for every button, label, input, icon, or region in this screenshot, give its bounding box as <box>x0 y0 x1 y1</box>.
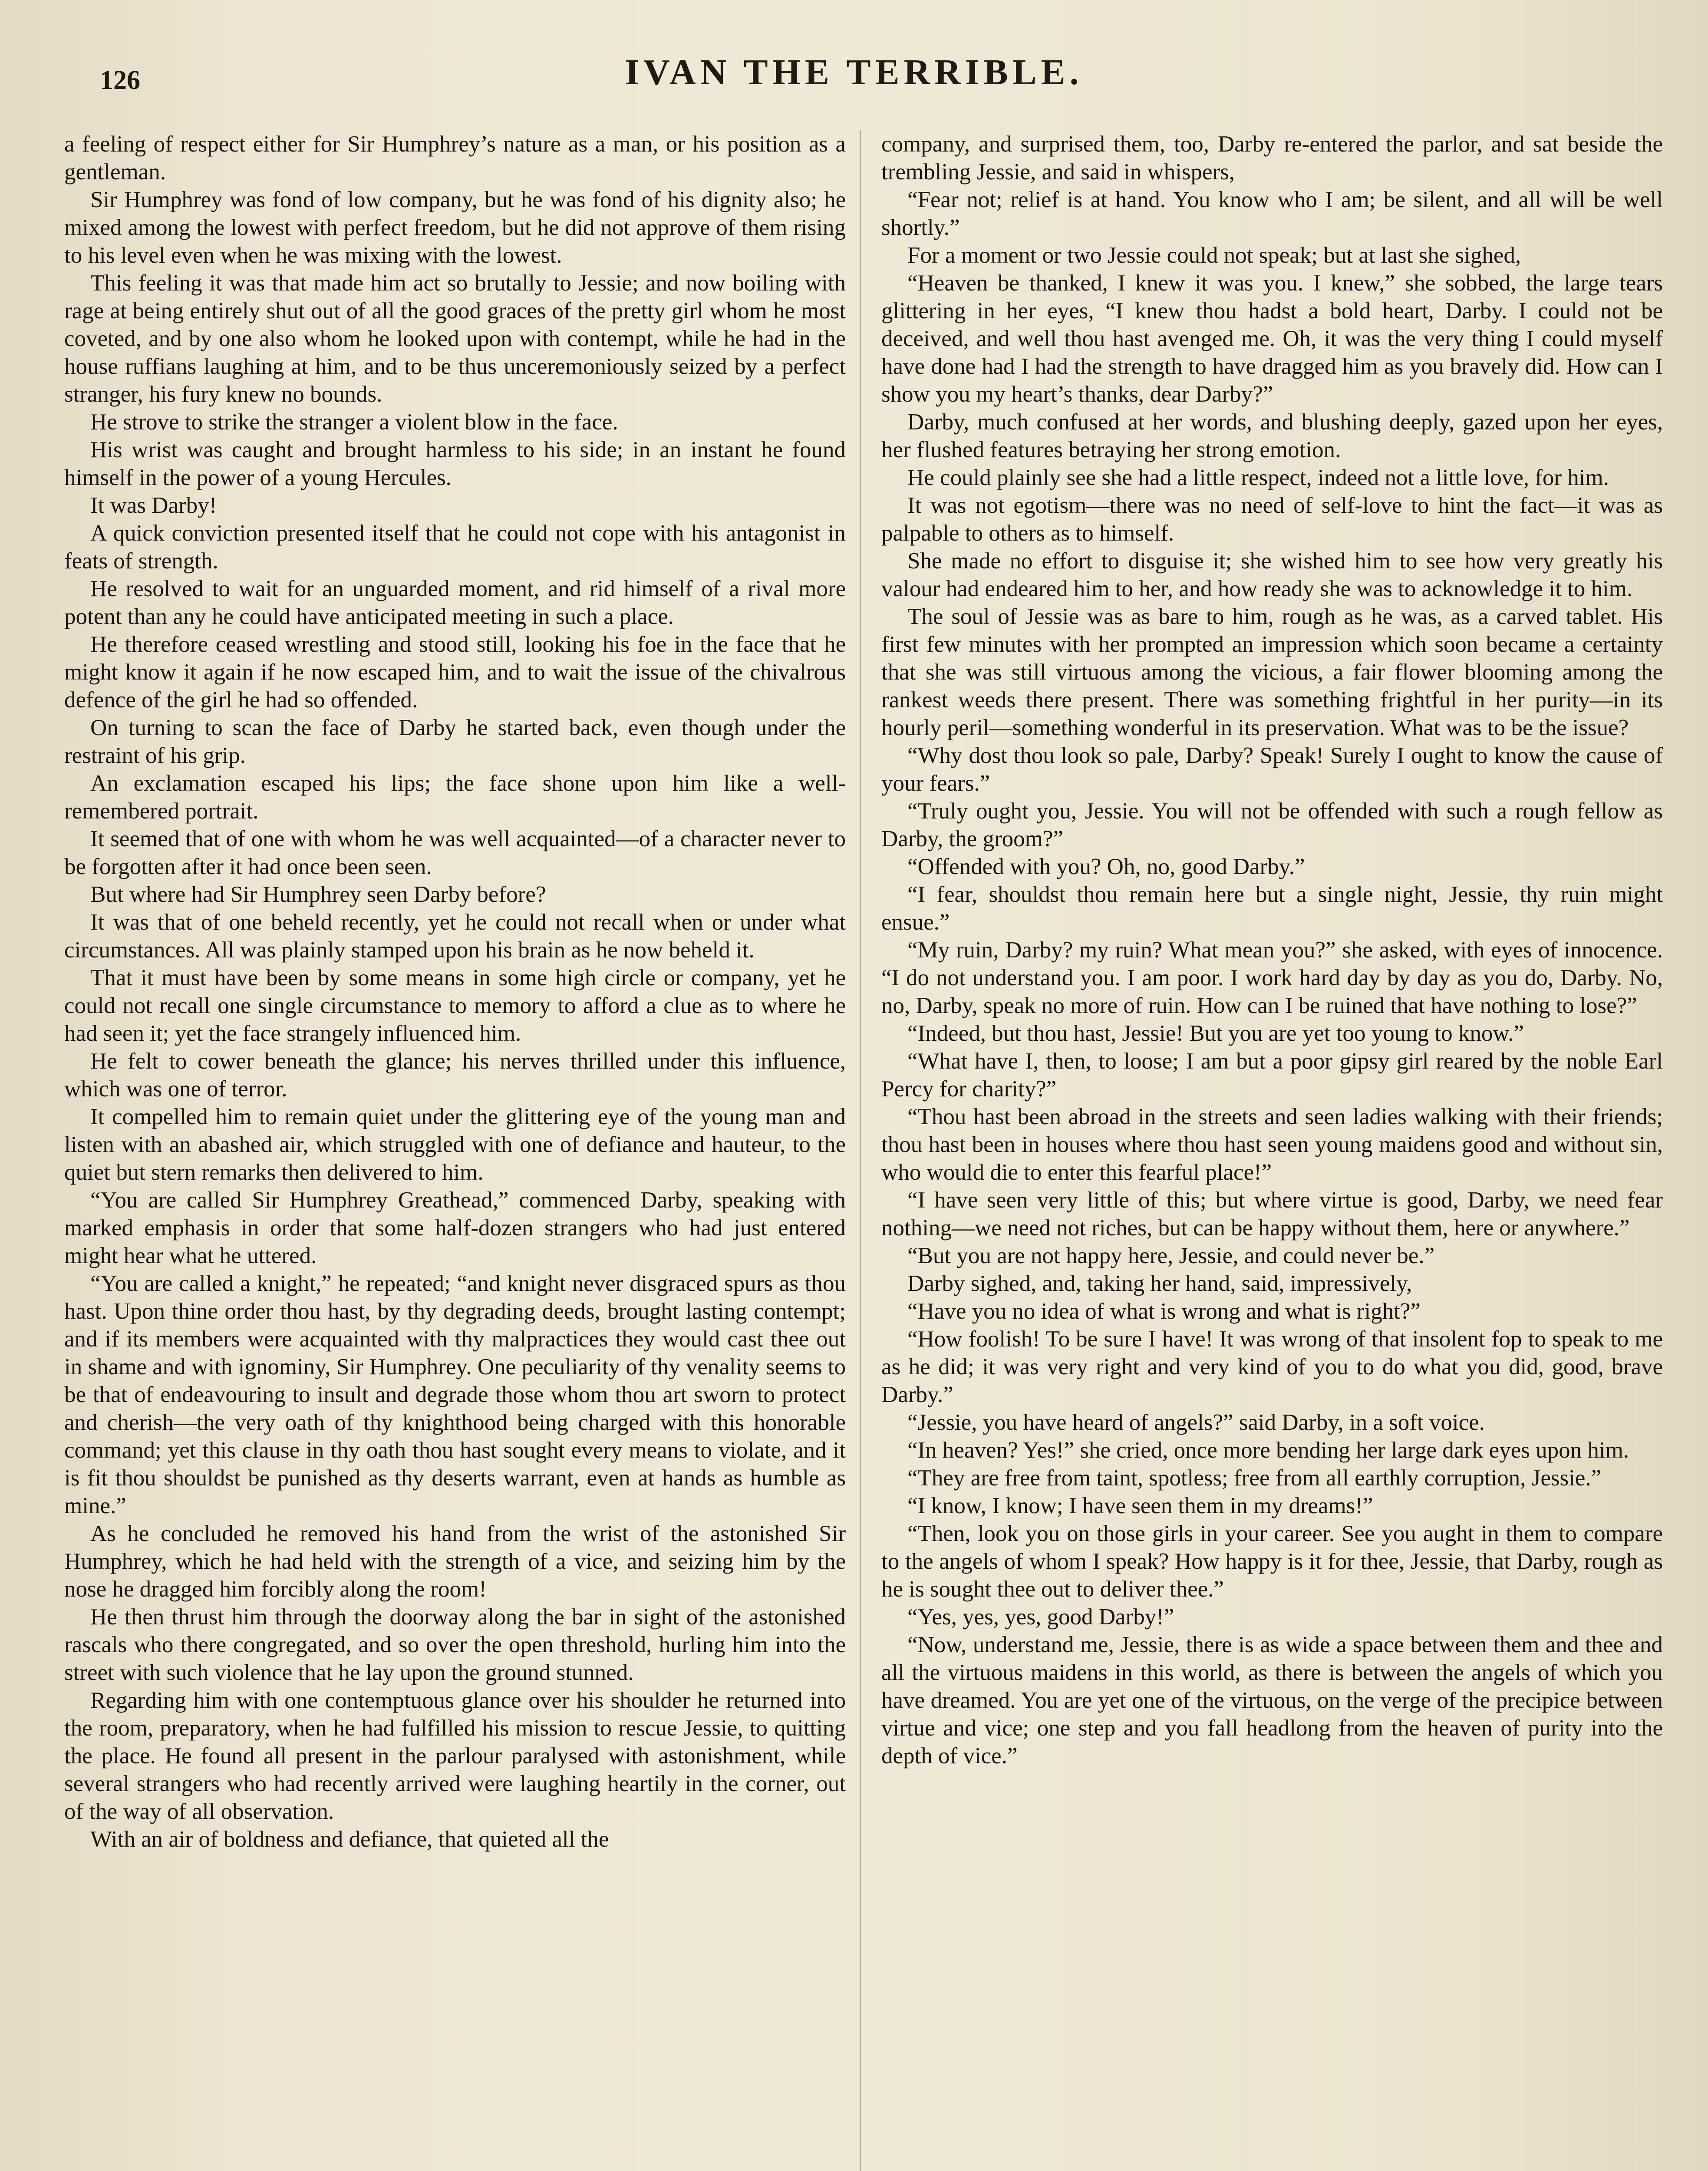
paragraph: “I have seen very little of this; but where virtue is good, Darby, we need fear nothing—we need not riches, but can be happy without them, here or anywhere.” <box>881 1188 1663 1241</box>
paragraph: Darby sighed, and, taking her hand, said, impressively, <box>907 1271 1412 1296</box>
paragraph: “I fear, shouldst thou remain here but a single night, Jessie, thy ruin might ensue.” <box>881 882 1663 935</box>
paragraph: It compelled him to remain quiet under the glittering eye of the young man and listen with an abashed air, which struggled with one of defiance and hauteur, to the quiet but stern remarks then delivered to him. <box>64 1104 846 1185</box>
paragraph: He then thrust him through the doorway along the bar in sight of the astonished rascals who there congregated, and so over the open threshold, hurling him into the street with such violence that he lay upon the ground stunned. <box>64 1604 846 1685</box>
paragraph: “Fear not; relief is at hand. You know who I am; be silent, and all will be well shortly.” <box>881 187 1663 240</box>
paragraph: She made no effort to disguise it; she wished him to see how very greatly his valour had endeared him to her, and how ready she was to acknowledge it to him. <box>881 548 1663 601</box>
paragraph: He could plainly see she had a little respect, indeed not a little love, for him. <box>907 465 1609 490</box>
paragraph: “Indeed, but thou hast, Jessie! But you are yet too young to know.” <box>907 1021 1524 1046</box>
paragraph: Regarding him with one contemptuous glance over his shoulder he returned into the room, preparatory, when he had fulfilled his mission to rescue Jessie, to quitting the place. He found all present in the parlour paralysed with astonishment, while several strangers who had recently arrived were laughing heartily in the corner, out of the way of all observation. <box>64 1688 846 1824</box>
paragraph: “Now, understand me, Jessie, there is as wide a space between them and thee and all the virtuous maidens in this world, as there is between the angels of which you have dreamed. You are yet one of the virtuous, on the verge of the precipice between virtue and vice; one step and you fall headlong from the heaven of purity into the depth of vice.” <box>881 1632 1663 1768</box>
paragraph: That it must have been by some means in some high circle or company, yet he could not recall one single circumstance to memory to afford a clue as to where he had seen it; yet the face strangely influenced him. <box>64 965 846 1046</box>
paragraph: This feeling it was that made him act so brutally to Jessie; and now boiling with rage at being entirely shut out of all the good graces of the pretty girl whom he most coveted, and by one also whom he looked upon with contempt, while he had in the house ruffians laughing at him, and to be thus unceremoniously seized by a perfect stranger, his fury knew no bounds. <box>64 271 846 407</box>
paragraph: “In heaven? Yes!” she cried, once more bending her large dark eyes upon him. <box>907 1438 1629 1463</box>
column-rule <box>860 130 861 2171</box>
paragraph: It seemed that of one with whom he was well acquainted—of a character never to be forgotten after it had once been seen. <box>64 826 846 879</box>
paragraph: It was that of one beheld recently, yet he could not recall when or under what circumstances. All was plainly stamped upon his brain as he now beheld it. <box>64 910 846 963</box>
paragraph: “Thou hast been abroad in the streets and seen ladies walking with their friends; thou hast been in houses where thou hast seen young maidens good and without sin, who would die to enter this fearful place!” <box>881 1104 1663 1185</box>
paragraph: “Offended with you? Oh, no, good Darby.” <box>907 854 1305 879</box>
left-column <box>64 130 846 2171</box>
paragraph: For a moment or two Jessie could not speak; but at last she sighed, <box>907 243 1521 268</box>
paragraph: “I know, I know; I have seen them in my dreams!” <box>907 1493 1373 1518</box>
paragraph: His wrist was caught and brought harmless to his side; in an instant he found himself in the power of a young Hercules. <box>64 437 846 490</box>
paragraph: “You are called a knight,” he repeated; “and knight never disgraced spurs as thou hast. Upon thine order thou hast, by thy degrading deeds, brought lasting contempt; and if its members were acquainted with thy malpractices they would cast thee out in shame and with ignominy, Sir Humphrey. One peculiarity of thy venality seems to be that of endeavouring to insult and degrade those whom thou art sworn to protect and cherish—the very oath of thy knighthood being charged with this honorable command; yet this clause in thy oath thou hast sought every means to violate, and it is fit thou shouldst be punished as thy deserts warrant, even at hands as humble as mine.” <box>64 1271 846 1518</box>
paragraph: company, and surprised them, too, Darby re-entered the parlor, and sat beside the trembling Jessie, and said in whispers, <box>881 132 1663 185</box>
paragraph: “Heaven be thanked, I knew it was you. I knew,” she sobbed, the large tears glittering in her eyes, “I knew thou hadst a bold heart, Darby. I could not be deceived, and well thou hast avenged me. Oh, it was the very thing I could myself have done had I had the strength to have dragged him as you bravely did. How can I show you my heart’s thanks, dear Darby?” <box>881 271 1663 407</box>
paragraph: But where had Sir Humphrey seen Darby before? <box>90 882 546 907</box>
paragraph: He therefore ceased wrestling and stood still, looking his foe in the face that he might know it again if he now escaped him, and to wait the issue of the chivalrous defence of the girl he had so offended. <box>64 632 846 713</box>
paragraph: “They are free from taint, spotless; free from all earthly corruption, Jessie.” <box>907 1465 1602 1491</box>
paragraph: “You are called Sir Humphrey Greathead,” commenced Darby, speaking with marked emphasis in order that some half-dozen strangers who had just entered might hear what he uttered. <box>64 1188 846 1268</box>
paragraph: “What have I, then, to loose; I am but a poor gipsy girl reared by the noble Earl Percy for charity?” <box>881 1049 1663 1102</box>
paragraph: On turning to scan the face of Darby he started back, even though under the restraint of his grip. <box>64 715 846 768</box>
paragraph: He felt to cower beneath the glance; his nerves thrilled under this influence, which was one of terror. <box>64 1049 846 1102</box>
paragraph: “Have you no idea of what is wrong and what is right?” <box>907 1299 1421 1324</box>
paragraph: “Jessie, you have heard of angels?” said Darby, in a soft voice. <box>907 1410 1485 1435</box>
paragraph: “But you are not happy here, Jessie, and could never be.” <box>907 1243 1435 1268</box>
right-column <box>881 130 1663 2171</box>
page-number: 126 <box>100 66 140 95</box>
paragraph: With an air of boldness and defiance, that quieted all the <box>90 1827 609 1852</box>
paragraph: a feeling of respect either for Sir Humphrey’s nature as a man, or his position as a gentleman. <box>64 132 846 185</box>
paragraph: He strove to strike the stranger a violent blow in the face. <box>90 409 618 435</box>
paragraph: “Truly ought you, Jessie. You will not be offended with such a rough fellow as Darby, the groom?” <box>881 798 1663 851</box>
paragraph: “Yes, yes, yes, good Darby!” <box>907 1604 1174 1630</box>
running-title: IVAN THE TERRIBLE. <box>625 52 1083 92</box>
paragraph: “How foolish! To be sure I have! It was wrong of that insolent fop to speak to me as he did; it was very right and very kind of you to do what you did, good, brave Darby.” <box>881 1326 1663 1407</box>
paragraph: As he concluded he removed his hand from the wrist of the astonished Sir Humphrey, which he had held with the strength of a vice, and seizing him by the nose he dragged him forcibly along the room! <box>64 1521 846 1602</box>
paragraph: Sir Humphrey was fond of low company, but he was fond of his dignity also; he mixed among the lowest with perfect freedom, but he did not approve of them rising to his level even when he was mixing with the lowest. <box>64 187 846 268</box>
paragraph: “Why dost thou look so pale, Darby? Speak! Surely I ought to know the cause of your fears.” <box>881 743 1663 796</box>
paragraph: It was Darby! <box>90 493 217 518</box>
paragraph: The soul of Jessie was as bare to him, rough as he was, as a carved tablet. His first few minutes with her prompted an impression which soon became a certainty that she was still virtuous among the vicious, a fair flower blooming among the rankest weeds there present. There was something frightful in her purity—in its hourly peril—something wonderful in its preservation. What was to be the issue? <box>881 604 1663 740</box>
paragraph: It was not egotism—there was no need of self-love to hint the fact—it was as palpable to others as to himself. <box>881 493 1663 546</box>
paragraph: He resolved to wait for an unguarded moment, and rid himself of a rival more potent than any he could have anticipated meeting in such a place. <box>64 576 846 629</box>
paragraph: An exclamation escaped his lips; the face shone upon him like a well-remembered portrait. <box>64 771 846 824</box>
paragraph: A quick conviction presented itself that he could not cope with his antagonist in feats of strength. <box>64 521 846 574</box>
paragraph: Darby, much confused at her words, and blushing deeply, gazed upon her eyes, her flushed features betraying her strong emotion. <box>881 409 1663 462</box>
paragraph: “Then, look you on those girls in your career. See you aught in them to compare to the angels of whom I speak? How happy is it for thee, Jessie, that Darby, rough as he is sought thee out to deliver thee.” <box>881 1521 1663 1602</box>
paragraph: “My ruin, Darby? my ruin? What mean you?” she asked, with eyes of innocence. “I do not understand you. I am poor. I work hard day by day as you do, Darby. No, no, Darby, speak no more of ruin. How can I be ruined that have nothing to lose?” <box>881 937 1663 1018</box>
